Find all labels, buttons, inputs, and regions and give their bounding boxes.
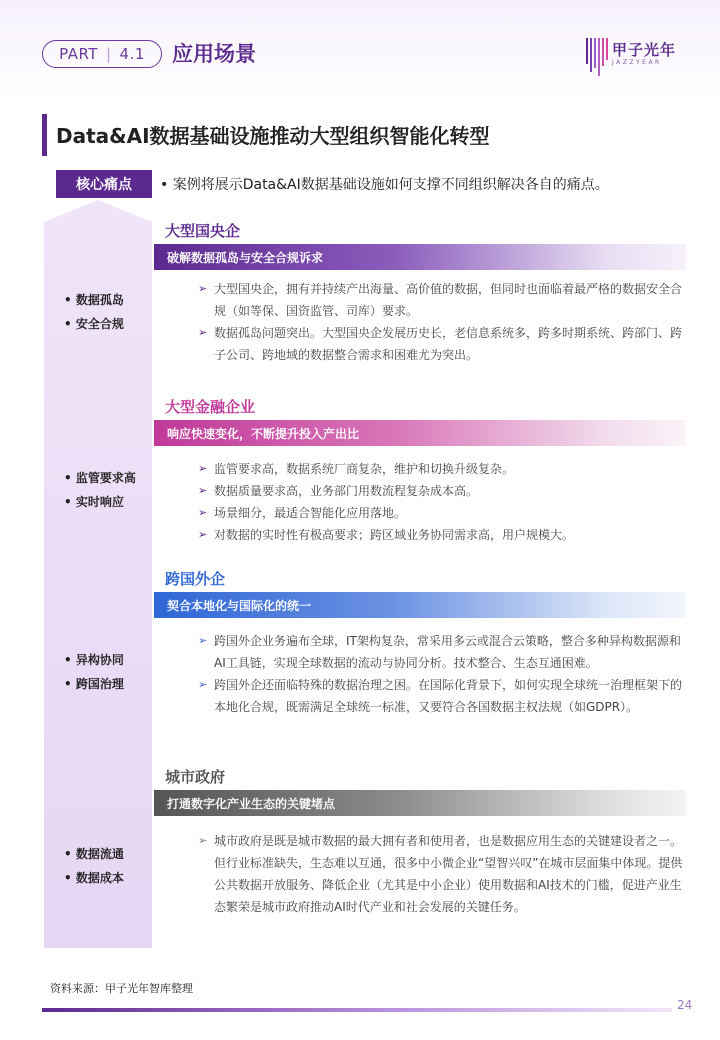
bullet-item: ➢ 场景细分，最适合智能化应用落地。 [198, 502, 686, 524]
bullet-item: ➢ 对数据的实时性有极高要求；跨区域业务协同需求高，用户规模大。 [198, 524, 686, 546]
section-title: 应用场景 [172, 42, 256, 66]
page-title: Data&AI数据基础设施推动大型组织智能化转型 [56, 124, 490, 148]
keyword: • 数据流通 [64, 842, 154, 866]
logo-mark-icon [586, 36, 610, 76]
bullet-item: ➢ 大型国央企，拥有并持续产出海量、高价值的数据，但同时也面临着最严格的数据安全合规（如等保、国资监管、司库）要求。 [198, 278, 686, 322]
bullet-item: ➢ 跨国外企还面临特殊的数据治理之困。在国际化背景下，如何实现全球统一治理框架下的本地化合规，既需满足全球统一标准，又要符合各国数据主权法规（如GDPR）。 [198, 674, 686, 718]
section-heading: 跨国外企 [165, 570, 226, 588]
keyword: • 安全合规 [64, 312, 154, 336]
brand-logo [586, 36, 696, 76]
bullet-item: ➢ 监管要求高，数据系统厂商复杂，维护和切换升级复杂。 [198, 458, 686, 480]
section-band: 破解数据孤岛与安全合规诉求 [154, 244, 686, 270]
keywords-group-1 [64, 288, 154, 336]
bullet-item: ➢ 城市政府是既是城市数据的最大拥有者和使用者，也是数据应用生态的关键建设者之一。但行业标准缺失，生态难以互通，很多中小微企业“望智兴叹”在城市层面集中体现。提供公共数据开放服务、降低企业（尤其是中小企业）使用数据和AI技术的门槛，促进产业生态繁荣是城市政府推动AI时代产业和社会发展的关键任务。 [198, 830, 686, 918]
pain-keyword-column [44, 200, 152, 948]
source-note: 资料来源：甲子光年智库整理 [50, 982, 193, 995]
keywords-group-3 [64, 648, 154, 696]
bullet-list [198, 278, 686, 366]
keyword: • 实时响应 [64, 490, 154, 514]
page-number: 24 [677, 998, 693, 1012]
bullet-list [198, 830, 686, 918]
section-heading: 城市政府 [165, 768, 226, 786]
title-accent-bar [42, 114, 47, 156]
logo-subtext: JAZZYEAR [612, 59, 662, 66]
part-divider: | [105, 45, 112, 63]
bullet-item: ➢ 数据质量要求高，业务部门用数流程复杂成本高。 [198, 480, 686, 502]
bullet-list [198, 630, 686, 718]
bullet-item: ➢ 跨国外企业务遍布全球，IT架构复杂，常采用多云或混合云策略，整合多种异构数据源和AI工具链，实现全球数据的流动与协同分析。技术整合、生态互通困难。 [198, 630, 686, 674]
part-number: 4.1 [119, 45, 145, 63]
keyword: • 跨国治理 [64, 672, 154, 696]
section-band: 响应快速变化，不断提升投入产出比 [154, 420, 686, 446]
section-heading: 大型国央企 [165, 222, 241, 240]
section-heading: 大型金融企业 [165, 398, 256, 416]
keyword: • 数据成本 [64, 866, 154, 890]
bullet-item: ➢ 数据孤岛问题突出。大型国央企发展历史长，老信息系统多，跨多时期系统、跨部门、跨子公司、跨地域的数据整合需求和困难尤为突出。 [198, 322, 686, 366]
logo-text: 甲子光年 [612, 41, 677, 59]
bullet-list [198, 458, 686, 546]
keyword: • 数据孤岛 [64, 288, 154, 312]
footer-divider [42, 1008, 672, 1012]
keywords-group-2 [64, 466, 154, 514]
core-pain-description: • 案例将展示Data&AI数据基础设施如何支撑不同组织解决各自的痛点。 [160, 177, 609, 193]
keyword: • 监管要求高 [64, 466, 154, 490]
keyword: • 异构协同 [64, 648, 154, 672]
part-label: PART [59, 45, 98, 63]
core-pain-label: 核心痛点 [56, 170, 152, 198]
part-badge [42, 40, 162, 68]
section-band: 打通数字化产业生态的关键堵点 [154, 790, 686, 816]
section-band: 契合本地化与国际化的统一 [154, 592, 686, 618]
keywords-group-4 [64, 842, 154, 890]
